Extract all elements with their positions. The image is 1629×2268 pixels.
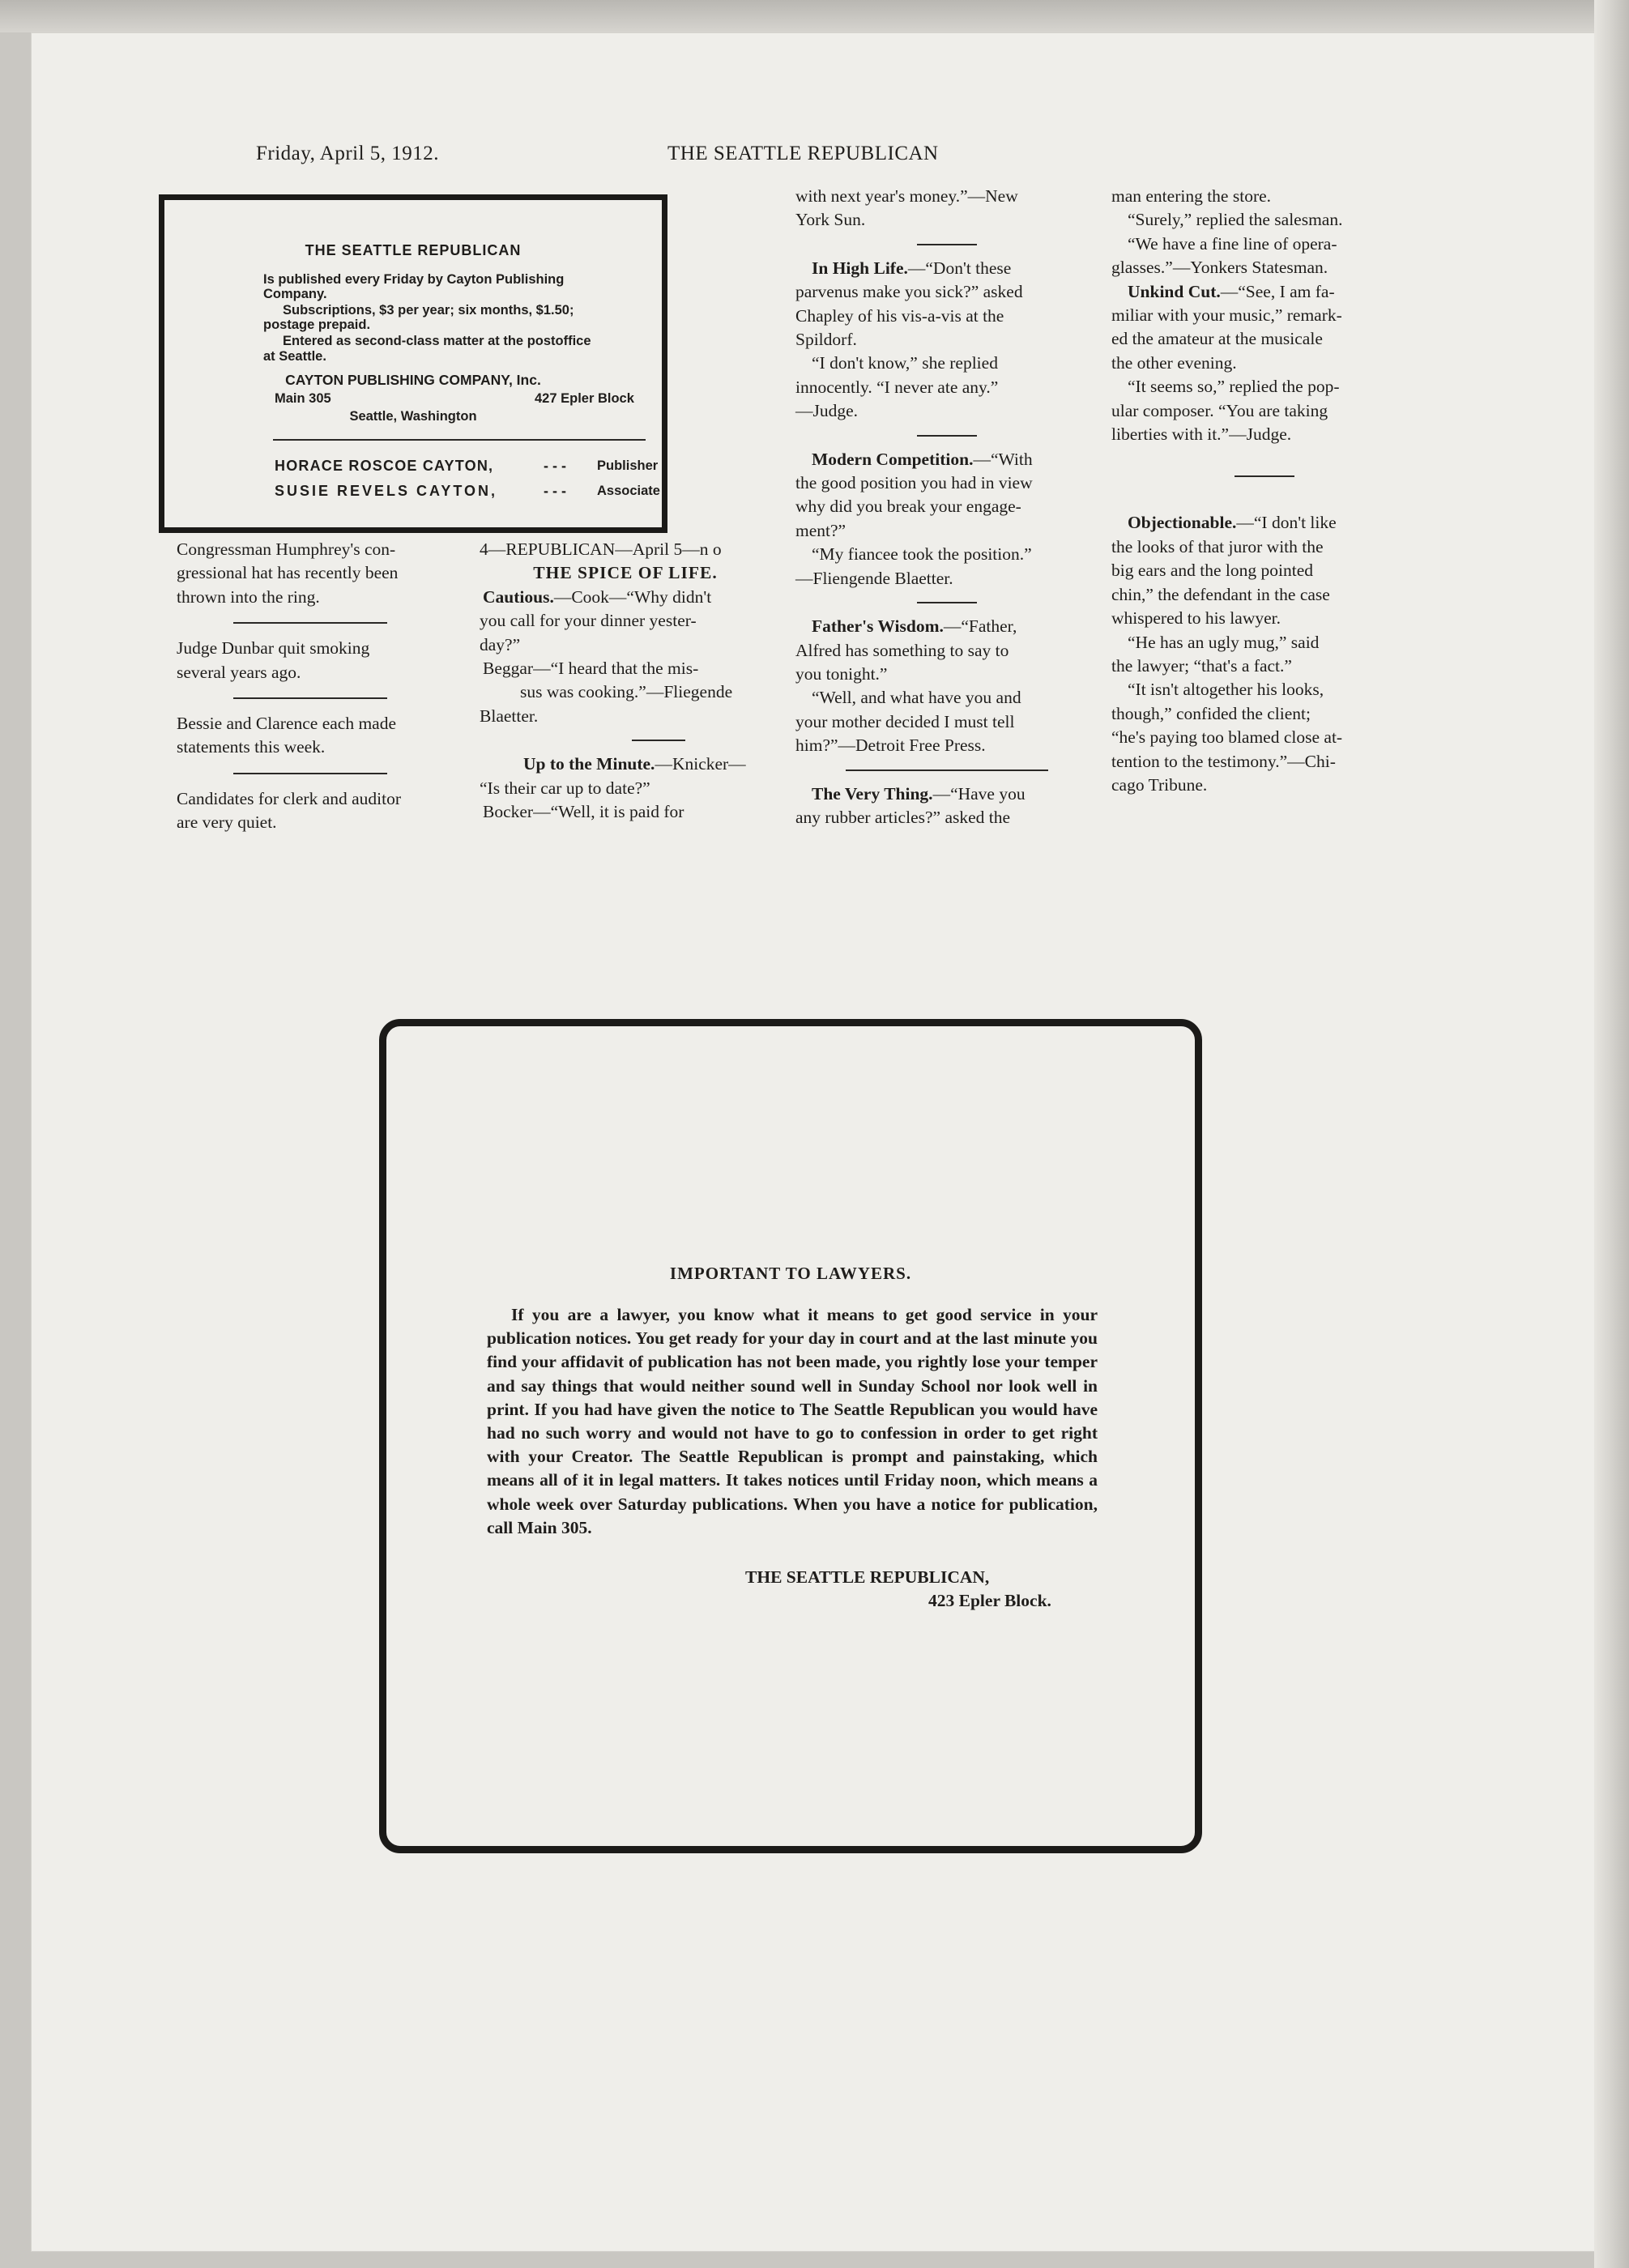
text-line: —Fliengende Blaetter. — [795, 568, 953, 588]
text-line: though,” confided the client; — [1111, 703, 1311, 723]
masthead-line: postage prepaid. — [263, 318, 371, 332]
text-line — [480, 586, 771, 609]
item-heading: Unkind Cut. — [1128, 281, 1221, 301]
text-line: gressional hat has recently been — [177, 563, 399, 583]
text-line: glasses.”—Yonkers Statesman. — [1111, 258, 1328, 278]
text-line: parvenus make you sick?” asked — [795, 282, 1023, 302]
text-line: him?”—Detroit Free Press. — [795, 735, 986, 756]
text-line: Beggar—“I heard that the mis- — [483, 659, 699, 679]
text-line: are very quiet. — [177, 812, 277, 833]
item-heading: Objectionable. — [1128, 513, 1237, 533]
separator-rule — [846, 770, 1048, 771]
masthead-rule — [273, 439, 646, 441]
section-heading: THE SPICE OF LIFE. — [533, 563, 718, 583]
text-line: liberties with it.”—Judge. — [1111, 424, 1292, 445]
masthead-city: Seattle, Washington — [349, 409, 477, 424]
text-fragment: —“Father, — [943, 616, 1017, 637]
scan-top-edge — [0, 0, 1629, 32]
text-line: big ears and the long pointed — [1111, 561, 1313, 581]
masthead-line: Subscriptions, $3 per year; six months, $1.50; — [283, 303, 574, 318]
text-line: “Well, and what have you and — [812, 688, 1021, 708]
text-line: whispered to his lawyer. — [1111, 608, 1281, 629]
text-line: man entering the store. — [1111, 186, 1272, 206]
text-line: “I don't know,” she replied — [812, 353, 998, 373]
item-heading: Cautious. — [483, 586, 554, 607]
text-line: “He has an ugly mug,” said — [1128, 632, 1320, 652]
text-line — [1111, 511, 1418, 535]
masthead-company: CAYTON PUBLISHING COMPANY, Inc. — [285, 372, 541, 388]
text-line: “It isn't altogether his looks, — [1128, 680, 1324, 700]
text-line: —Judge. — [795, 401, 859, 421]
item-heading: In High Life. — [812, 258, 908, 278]
separator-rule — [917, 602, 977, 603]
masthead-address: 427 Epler Block — [535, 391, 634, 406]
text-line: sus was cooking.”—Fliegende — [520, 682, 733, 702]
item-heading: Up to the Minute. — [523, 754, 655, 774]
masthead-phone: Main 305 — [275, 391, 331, 406]
masthead-line: Is published every Friday by Cayton Publishing — [263, 272, 565, 287]
separator-rule — [1235, 475, 1294, 477]
column-3 — [795, 185, 1098, 829]
separator-rule — [233, 697, 387, 699]
text-line: Congressman Humphrey's con- — [177, 539, 396, 559]
separator-rule — [917, 435, 977, 437]
text-line: ment?” — [795, 520, 846, 540]
text-line: the looks of that juror with the — [1111, 536, 1324, 556]
text-line: “Surely,” replied the salesman. — [1128, 210, 1343, 230]
text-line: tention to the testimony.”—Chi- — [1111, 751, 1336, 771]
scan-page-edge — [1594, 0, 1629, 2268]
notice-title: IMPORTANT TO LAWYERS. — [669, 1264, 912, 1283]
text-line: Bessie and Clarence each made — [177, 714, 397, 734]
text-fragment: —Cook—“Why didn't — [553, 586, 712, 607]
column-2 — [480, 538, 771, 824]
staff-name-publisher: HORACE ROSCOE CAYTON, — [275, 458, 494, 474]
text-line: Spildorf. — [795, 330, 857, 350]
text-line: several years ago. — [177, 662, 301, 682]
item-heading: The Very Thing. — [812, 783, 933, 804]
text-line: Chapley of his vis-a-vis at the — [795, 305, 1004, 326]
separator-rule — [917, 244, 977, 245]
staff-role-publisher: Publisher — [597, 458, 659, 473]
text-line: “My fiancee took the position.” — [812, 544, 1032, 565]
dateline: 4—REPUBLICAN—April 5—n o — [480, 539, 722, 559]
masthead-line: at Seattle. — [263, 349, 326, 364]
item-heading: Father's Wisdom. — [812, 616, 944, 637]
text-line — [795, 782, 1098, 806]
text-line — [795, 615, 1098, 638]
text-line: ular composer. “You are taking — [1111, 400, 1328, 420]
staff-role-associate: Associate — [597, 484, 660, 498]
text-line: ed the amateur at the musicale — [1111, 329, 1323, 349]
text-line: chin,” the defendant in the case — [1111, 584, 1330, 604]
separator-rule — [632, 740, 685, 741]
text-line: with next year's money.”—New — [795, 186, 1018, 206]
text-line: Blaetter. — [480, 706, 539, 726]
text-line: the good position you had in view — [795, 473, 1033, 493]
notice-address: 423 Epler Block. — [928, 1591, 1051, 1610]
text-line: miliar with your music,” remark- — [1111, 305, 1342, 326]
text-line: the other evening. — [1111, 352, 1237, 373]
notice-body — [487, 1303, 1098, 1540]
text-line: Candidates for clerk and auditor — [177, 788, 402, 808]
text-fragment: —“With — [973, 449, 1033, 469]
text-line: York Sun. — [795, 210, 866, 230]
text-line — [1111, 280, 1418, 304]
text-fragment: —“Don't these — [907, 258, 1012, 278]
text-line: Alfred has something to say to — [795, 640, 1009, 660]
masthead-title: THE SEATTLE REPUBLICAN — [305, 242, 522, 258]
notice-signature: THE SEATTLE REPUBLICAN, — [745, 1567, 990, 1587]
item-heading: Modern Competition. — [812, 449, 974, 469]
notice-paragraph: If you are a lawyer, you know what it means to get good service in your publication notices. You get ready for your day in court and at the last minute you find your affidavit of publication has not been made, you rightly lose your temper and say things that would neither sound well in Sunday School nor look well in print. If you had have given the notice to The Seattle Republican you would have had no such worry and would not have to go to confession in order to get right with your Creator. The Seattle Republican is prompt and painstaking, which means all of it in legal matters. It takes notices until Friday noon, which means a whole week over Saturday publications. When you have a notice for publication, call Main 305. — [487, 1305, 1098, 1537]
text-line: “We have a fine line of opera- — [1128, 233, 1337, 254]
text-fragment: —“See, I am fa- — [1220, 281, 1335, 301]
text-line — [795, 448, 1098, 471]
text-line: why did you break your engage- — [795, 497, 1021, 517]
text-fragment: —Knicker— — [655, 754, 746, 774]
staff-dashes: - - - — [544, 458, 566, 474]
text-line: statements this week. — [177, 737, 326, 757]
masthead-line: Entered as second-class matter at the postoffice — [283, 334, 591, 348]
text-line: “he's paying too blamed close at- — [1111, 727, 1343, 748]
text-line: cago Tribune. — [1111, 774, 1208, 795]
text-fragment: —“Have you — [932, 783, 1026, 804]
text-line: Judge Dunbar quit smoking — [177, 638, 370, 659]
lawyers-notice-box — [379, 1019, 1202, 1853]
text-line: any rubber articles?” asked the — [795, 807, 1011, 827]
column-1 — [177, 538, 484, 835]
text-fragment: —“I don't like — [1236, 513, 1337, 533]
text-line: “It seems so,” replied the pop- — [1128, 377, 1340, 397]
masthead-line: Company. — [263, 287, 327, 301]
separator-rule — [233, 622, 387, 624]
text-line: the lawyer; “that's a fact.” — [1111, 655, 1292, 676]
staff-dashes: - - - — [544, 483, 566, 499]
text-line: innocently. “I never ate any.” — [795, 377, 999, 397]
text-line — [795, 257, 1098, 280]
text-line — [480, 752, 771, 776]
text-line: day?” — [480, 634, 521, 654]
text-line: your mother decided I must tell — [795, 711, 1015, 731]
text-line: “Is their car up to date?” — [480, 778, 650, 798]
text-line: Bocker—“Well, it is paid for — [483, 802, 684, 822]
text-line: you tonight.” — [795, 663, 888, 684]
staff-name-associate: SUSIE REVELS CAYTON, — [275, 483, 498, 499]
separator-rule — [233, 773, 387, 774]
text-line: you call for your dinner yester- — [480, 611, 697, 631]
text-line: thrown into the ring. — [177, 586, 320, 607]
masthead-box — [159, 194, 667, 533]
issue-date: Friday, April 5, 1912. — [256, 143, 440, 164]
column-4 — [1111, 185, 1418, 797]
running-title: THE SEATTLE REPUBLICAN — [667, 143, 939, 164]
